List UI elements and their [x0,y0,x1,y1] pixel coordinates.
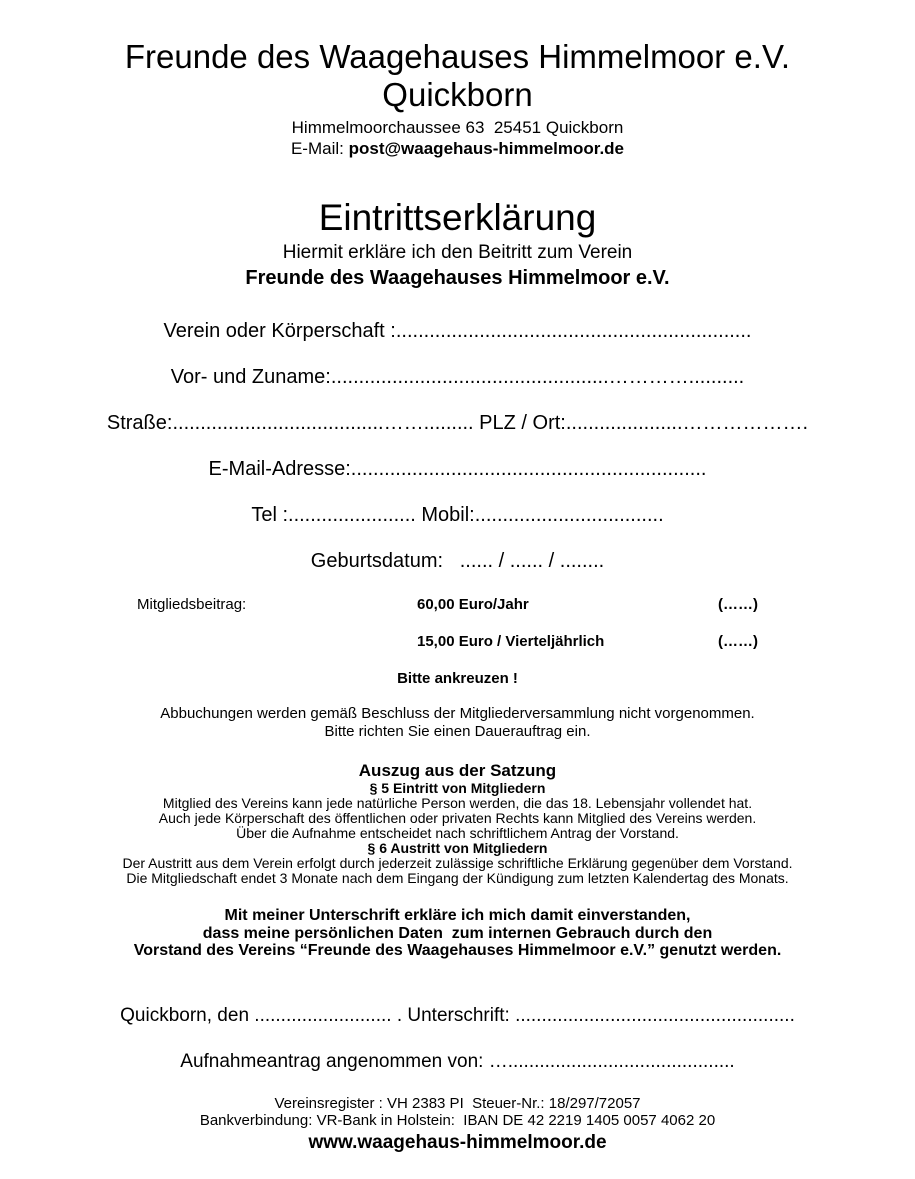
consent-line2: dass meine persönlichen Daten zum internen Gebrauch durch den [202,924,713,942]
email-address: post@waagehaus-himmelmoor.de [348,139,625,158]
declaration-title: Eintrittserklärung [318,197,597,238]
debit-note-line2: Bitte richten Sie einen Dauerauftrag ein. [324,723,591,740]
statute-6-line1: Der Austritt aus dem Verein erfolgt durch jederzeit zulässige schriftliche Erklärung gegenüber dem Vorstand. [122,855,793,871]
application-accepted-line: Aufnahmeantrag angenommen von: …........................................... [180,1050,735,1072]
statute-5-line1: Mitglied des Vereins kann jede natürliche Person werden, die das 18. Lebensjahr vollendet hat. [162,795,753,811]
footer [0,1095,915,1155]
fee-option-quarterly [0,632,915,651]
statute-6-line2: Die Mitgliedschaft endet 3 Monate nach dem Eingang der Kündigung zum letzten Kalendertag des Monats. [126,870,789,886]
declaration-subtitle: Hiermit erkläre ich den Beitritt zum Verein [282,242,633,263]
consent-line1: Mit meiner Unterschrift erkläre ich mich damit einverstanden, [224,907,691,924]
statutes-section [0,760,915,886]
consent-statement [0,907,915,960]
field-email: E-Mail-Adresse:................................................................ [208,458,707,480]
fee-amount-quarterly: 15,00 Euro / Vierteljährlich [417,633,605,650]
org-title-line1: Freunde des Waagehauses Himmelmoor e.V. [124,38,791,75]
statute-5-heading: § 5 Eintritt von Mitgliedern [369,780,546,796]
declaration-club-name: Freunde des Waagehauses Himmelmoor e.V. [245,267,670,289]
register-info: Vereinsregister : VH 2383 PI Steuer-Nr.: 18/297/72057 [274,1094,641,1112]
org-address: Himmelmoorchaussee 63 25451 Quickborn [291,118,624,137]
field-organization: Verein oder Körperschaft :................................................................ [163,320,752,342]
statutes-title: Auszug aus der Satzung [358,761,557,780]
consent-line3: Vorstand des Vereins “Freunde des Waagehauses Himmelmoor e.V.” genutzt werden. [133,942,782,959]
org-title-line2: Quickborn [382,76,533,113]
debit-note [0,705,915,741]
fee-section [0,595,915,688]
fee-checkbox-yearly: (……) [718,596,758,613]
field-phone-mobile: Tel :....................... Mobil:.................................. [251,504,664,526]
fee-amount-yearly: 60,00 Euro/Jahr [417,596,529,613]
statute-5-line3: Über die Aufnahme entscheidet nach schriftlichem Antrag der Vorstand. [236,825,679,841]
statute-6-heading: § 6 Austritt von Mitgliedern [367,840,548,856]
form-fields [0,319,915,573]
fee-option-yearly [0,595,915,614]
field-name: Vor- und Zuname:..................................................………….......... [170,366,745,388]
signature-place-date-line: Quickborn, den .......................... . Unterschrift: ..................................................... [120,1004,795,1026]
fee-label: Mitgliedsbeitrag: [137,596,247,613]
bank-info: Bankverbindung: VR-Bank in Holstein: IBAN DE 42 2219 1405 0057 4062 20 [199,1112,716,1129]
fee-note: Bitte ankreuzen ! [397,670,518,687]
statute-5-line2: Auch jede Körperschaft des öffentlichen oder privaten Rechts kann Mitglied des Vereins werden. [158,810,757,826]
debit-note-line1: Abbuchungen werden gemäß Beschluss der Mitgliederversammlung nicht vorgenommen. [160,705,755,722]
org-email-line [0,138,915,159]
field-birthdate: Geburtsdatum: ...... / ...... / ........ [310,550,605,572]
fee-checkbox-quarterly: (……) [718,633,758,650]
website-url: www.waagehaus-himmelmoor.de [308,1131,607,1153]
field-street-city: Straße:......................................……......... PLZ / Ort:.....................………………. [106,412,809,434]
email-label: E-Mail: [290,139,349,158]
